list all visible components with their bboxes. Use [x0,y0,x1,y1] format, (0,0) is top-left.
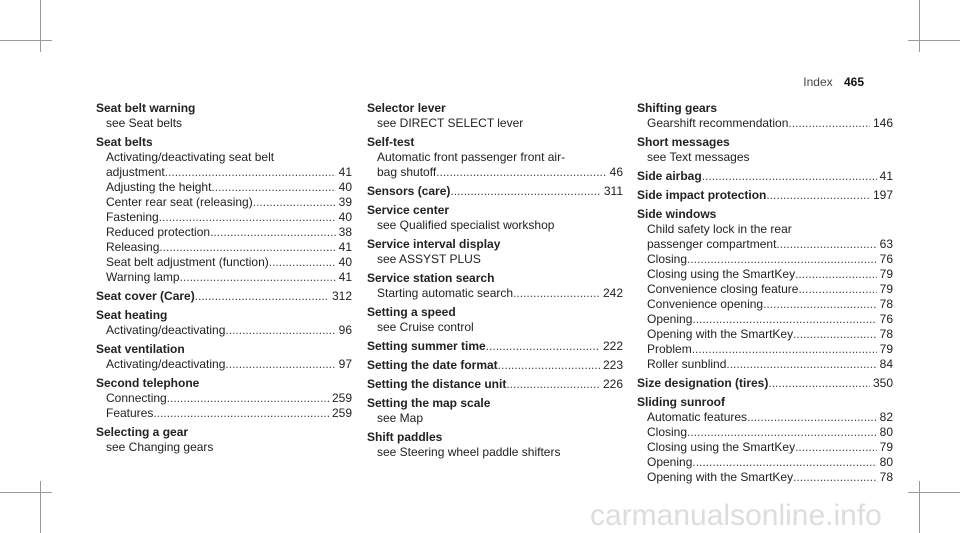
dot-leader [498,358,600,373]
entry-heading[interactable] [367,203,623,218]
index-entry [637,101,893,131]
dot-leader [702,169,877,184]
entry-heading[interactable] [96,376,352,391]
dot-leader [167,391,329,406]
entry-heading-text: Side impact protection [637,188,767,202]
index-column-2 [367,101,623,464]
entry-subitem[interactable] [637,116,893,131]
subitem-text: Fastening [106,210,159,224]
dot-leader [793,470,877,485]
dot-leader [506,377,600,392]
dot-leader [763,297,877,312]
page-ref[interactable]: 79 [879,267,893,281]
page-ref[interactable]: 79 [879,282,893,296]
entry-heading[interactable] [367,396,623,411]
dot-leader [253,195,336,210]
entry-heading[interactable] [96,101,352,116]
crop-mark [908,40,960,41]
entry-heading[interactable] [367,339,623,354]
entry-heading-text: Setting a speed [367,305,456,319]
index-entry [96,425,352,455]
dot-leader [436,165,606,180]
entry-subitem[interactable] [367,116,623,131]
entry-heading[interactable] [96,289,352,304]
entry-subitem[interactable] [96,180,352,195]
subitem-text: Center rear seat (releasing) [106,195,253,209]
entry-heading[interactable] [637,169,893,184]
entry-heading[interactable] [637,207,893,222]
page-ref[interactable]: 41 [338,240,352,254]
subitem-text: see Changing gears [106,440,214,454]
entry-subitem[interactable] [637,267,893,282]
subitem-text: Opening [647,455,693,469]
page-ref[interactable]: 76 [879,252,893,266]
subitem-text: Automatic front passenger front air- [377,150,566,164]
subitem-text: Activating/deactivating [106,357,226,371]
crop-mark [0,40,52,41]
index-entry [96,101,352,131]
dot-leader [195,289,329,304]
subitem-text: Activating/deactivating seat belt [106,150,275,164]
entry-subitem[interactable] [637,222,893,237]
subitem-text: see DIRECT SELECT lever [377,116,524,130]
entry-heading[interactable] [367,271,623,286]
page-ref[interactable]: 41 [338,165,352,179]
page-ref[interactable]: 311 [603,184,623,198]
entry-heading-text: Setting the distance unit [367,377,507,391]
page-ref[interactable]: 259 [331,391,352,405]
page-ref[interactable]: 197 [872,188,893,202]
index-entry [367,430,623,460]
entry-subitem[interactable] [96,391,352,406]
entry-heading-text: Sensors (care) [367,184,451,198]
index-entry [367,358,623,373]
subitem-text: Closing [647,425,688,439]
entry-heading[interactable] [637,101,893,116]
entry-subitem[interactable] [96,323,352,338]
page-ref[interactable]: 63 [879,237,893,251]
entry-subitem[interactable] [637,425,893,440]
entry-subitem[interactable] [367,286,623,301]
dot-leader [180,270,336,285]
entry-heading[interactable] [637,135,893,150]
subitem-text: adjustment [106,165,165,179]
dot-leader [153,406,329,421]
subitem-text: Releasing [106,240,160,254]
page-ref[interactable]: 350 [872,376,893,390]
page-ref[interactable]: 146 [872,116,893,130]
entry-heading[interactable] [96,342,352,357]
page-ref[interactable]: 223 [602,358,623,372]
entry-subitem[interactable] [367,165,623,180]
dot-leader [211,180,335,195]
index-entry [637,169,893,184]
index-entry [367,184,623,199]
page-ref[interactable]: 80 [879,455,893,469]
page-ref[interactable]: 84 [879,357,893,371]
entry-subitem[interactable] [96,240,352,255]
page-ref[interactable]: 40 [338,180,352,194]
page-ref[interactable]: 97 [338,357,352,371]
subitem-text: Closing [647,252,688,266]
index-entry [367,237,623,267]
entry-subitem[interactable] [96,116,352,131]
page-ref[interactable]: 242 [602,286,623,300]
subitem-text: Closing using the SmartKey [647,267,796,281]
entry-subitem[interactable] [637,282,893,297]
subitem-text: see Cruise control [377,320,474,334]
dot-leader [513,286,600,301]
dot-leader [450,184,600,199]
subitem-text: Activating/deactivating [106,323,226,337]
subitem-text: Opening with the SmartKey [647,327,794,341]
subitem-text: Connecting [106,391,167,405]
index-entry [96,342,352,372]
entry-subitem[interactable] [96,440,352,455]
index-entry [367,339,623,354]
page-ref[interactable]: 40 [338,210,352,224]
entry-heading-text: Setting the date format [367,358,498,372]
index-entry [367,305,623,335]
entry-heading-text: Self-test [367,135,415,149]
page-ref[interactable]: 312 [331,289,352,303]
entry-heading-text: Selector lever [367,101,446,115]
dot-leader [766,188,870,203]
crop-mark [919,0,920,52]
entry-heading-text: Selecting a gear [96,425,189,439]
subitem-text: Problem [647,342,692,356]
subitem-text: Child safety lock in the rear [647,222,792,236]
page-ref[interactable]: 82 [879,410,893,424]
entry-heading[interactable] [637,395,893,410]
entry-subitem[interactable] [637,312,893,327]
dot-leader [692,455,876,470]
entry-heading-text: Side windows [637,207,717,221]
subitem-text: Opening with the SmartKey [647,470,794,484]
crop-mark [919,481,920,533]
entry-heading-text: Service station search [367,271,495,285]
subitem-text: see ASSYST PLUS [377,252,481,266]
section-title: Index [803,75,833,89]
entry-subitem[interactable] [637,252,893,267]
index-entry [367,101,623,131]
index-entry [367,396,623,426]
index-entry [637,188,893,203]
subitem-text: Warning lamp [106,270,180,284]
subitem-text: Convenience opening [647,297,764,311]
dot-leader [687,425,877,440]
entry-heading[interactable] [96,308,352,323]
entry-subitem[interactable] [367,445,623,460]
entry-heading[interactable] [367,305,623,320]
subitem-text: passenger compartment [647,237,777,251]
page-ref[interactable]: 78 [879,297,893,311]
page-ref[interactable]: 259 [331,406,352,420]
dot-leader [795,267,877,282]
entry-heading-text: Short messages [637,135,730,149]
dot-leader [159,210,336,225]
subitem-text: bag shutoff [377,165,437,179]
subitem-text: Features [106,406,154,420]
subitem-text: Automatic features [647,410,748,424]
entry-subitem[interactable] [367,252,623,267]
index-entry [367,203,623,233]
subitem-text: Roller sunblind [647,357,727,371]
entry-subitem[interactable] [96,210,352,225]
entry-subitem[interactable] [637,237,893,252]
entry-subitem[interactable] [637,297,893,312]
entry-subitem[interactable] [367,411,623,426]
subitem-text: Reduced protection [106,225,211,239]
entry-heading-text: Seat ventilation [96,342,185,356]
entry-subitem[interactable] [96,165,352,180]
crop-mark [40,0,41,52]
entry-heading-text: Setting summer time [367,339,486,353]
page-ref[interactable]: 79 [879,440,893,454]
dot-leader [788,116,870,131]
entry-subitem[interactable] [96,195,352,210]
dot-leader [225,357,335,372]
page-ref[interactable]: 222 [602,339,623,353]
crop-mark [0,492,52,493]
entry-subitem[interactable] [637,150,893,165]
subitem-text: Convenience closing feature [647,282,799,296]
index-entry [637,395,893,485]
subitem-text: Opening [647,312,693,326]
index-entry [367,377,623,392]
entry-heading-text: Service interval display [367,237,501,251]
subitem-text: see Steering wheel paddle shifters [377,445,561,459]
entry-subitem[interactable] [637,410,893,425]
dot-leader [225,323,335,338]
subitem-text: see Qualified specialist workshop [377,218,555,232]
entry-subitem[interactable] [96,150,352,165]
entry-heading[interactable] [96,425,352,440]
dot-leader [747,410,877,425]
entry-subitem[interactable] [96,357,352,372]
page-ref[interactable]: 46 [609,165,623,179]
page-ref[interactable]: 38 [338,225,352,239]
entry-heading-text: Size designation (tires) [637,376,769,390]
entry-subitem[interactable] [637,440,893,455]
entry-subitem[interactable] [96,225,352,240]
page-ref[interactable]: 80 [879,425,893,439]
index-column-1 [96,101,352,459]
entry-heading[interactable] [367,237,623,252]
dot-leader [798,282,876,297]
dot-leader [692,342,877,357]
index-entry [96,135,352,285]
page-header [803,75,864,89]
watermark: carmanualsonline.info [590,499,882,532]
page-ref[interactable]: 41 [338,270,352,284]
entry-heading[interactable] [367,430,623,445]
entry-heading-text: Shift paddles [367,430,443,444]
dot-leader [687,252,877,267]
entry-heading[interactable] [637,376,893,391]
crop-mark [40,481,41,533]
entry-subitem[interactable] [367,218,623,233]
index-entry [96,376,352,421]
page-ref[interactable]: 226 [602,377,623,391]
entry-heading-text: Seat heating [96,308,168,322]
page-ref[interactable]: 40 [338,255,352,269]
entry-heading[interactable] [367,184,623,199]
entry-heading-text: Side airbag [637,169,702,183]
dot-leader [776,237,876,252]
entry-heading-text: Setting the map scale [367,396,491,410]
subitem-text: see Text messages [647,150,750,164]
index-entry [96,308,352,338]
index-entry [637,376,893,391]
entry-heading-text: Seat belt warning [96,101,196,115]
dot-leader [210,225,336,240]
dot-leader [768,376,870,391]
index-entry [637,207,893,372]
page-ref[interactable]: 79 [879,342,893,356]
subitem-text: see Map [377,411,424,425]
subitem-text: Starting automatic search [377,286,514,300]
crop-mark [908,492,960,493]
entry-subitem[interactable] [637,327,893,342]
entry-heading[interactable] [96,135,352,150]
entry-subitem[interactable] [637,470,893,485]
dot-leader [692,312,876,327]
entry-heading-text: Sliding sunroof [637,395,725,409]
dot-leader [269,255,336,270]
entry-subitem[interactable] [637,357,893,372]
entry-heading[interactable] [367,101,623,116]
index-column-3 [637,101,893,489]
dot-leader [795,440,877,455]
entry-heading[interactable] [367,377,623,392]
dot-leader [165,165,336,180]
dot-leader [793,327,877,342]
subitem-text: see Seat belts [106,116,183,130]
entry-heading[interactable] [367,135,623,150]
entry-subitem[interactable] [367,150,623,165]
page-ref[interactable]: 78 [879,327,893,341]
dot-leader [159,240,335,255]
index-entry [637,135,893,165]
entry-heading-text: Shifting gears [637,101,718,115]
index-entry [96,289,352,304]
subitem-text: Seat belt adjustment (function) [106,255,269,269]
dot-leader [726,357,876,372]
entry-subitem[interactable] [367,320,623,335]
entry-heading-text: Seat belts [96,135,153,149]
index-entry [367,271,623,301]
entry-subitem[interactable] [637,342,893,357]
page-ref[interactable]: 41 [879,169,893,183]
dot-leader [486,339,600,354]
entry-subitem[interactable] [96,270,352,285]
index-entry [367,135,623,180]
entry-heading[interactable] [367,358,623,373]
page-ref[interactable]: 96 [338,323,352,337]
subitem-text: Gearshift recommendation [647,116,789,130]
entry-subitem[interactable] [96,255,352,270]
entry-heading-text: Second telephone [96,376,200,390]
subitem-text: Closing using the SmartKey [647,440,796,454]
entry-subitem[interactable] [637,455,893,470]
entry-heading[interactable] [637,188,893,203]
page-ref[interactable]: 39 [338,195,352,209]
subitem-text: Adjusting the height [106,180,212,194]
page-ref[interactable]: 76 [879,312,893,326]
entry-heading-text: Service center [367,203,450,217]
page-number: 465 [843,75,864,89]
page-ref[interactable]: 78 [879,470,893,484]
entry-subitem[interactable] [96,406,352,421]
entry-heading-text: Seat cover (Care) [96,289,195,303]
